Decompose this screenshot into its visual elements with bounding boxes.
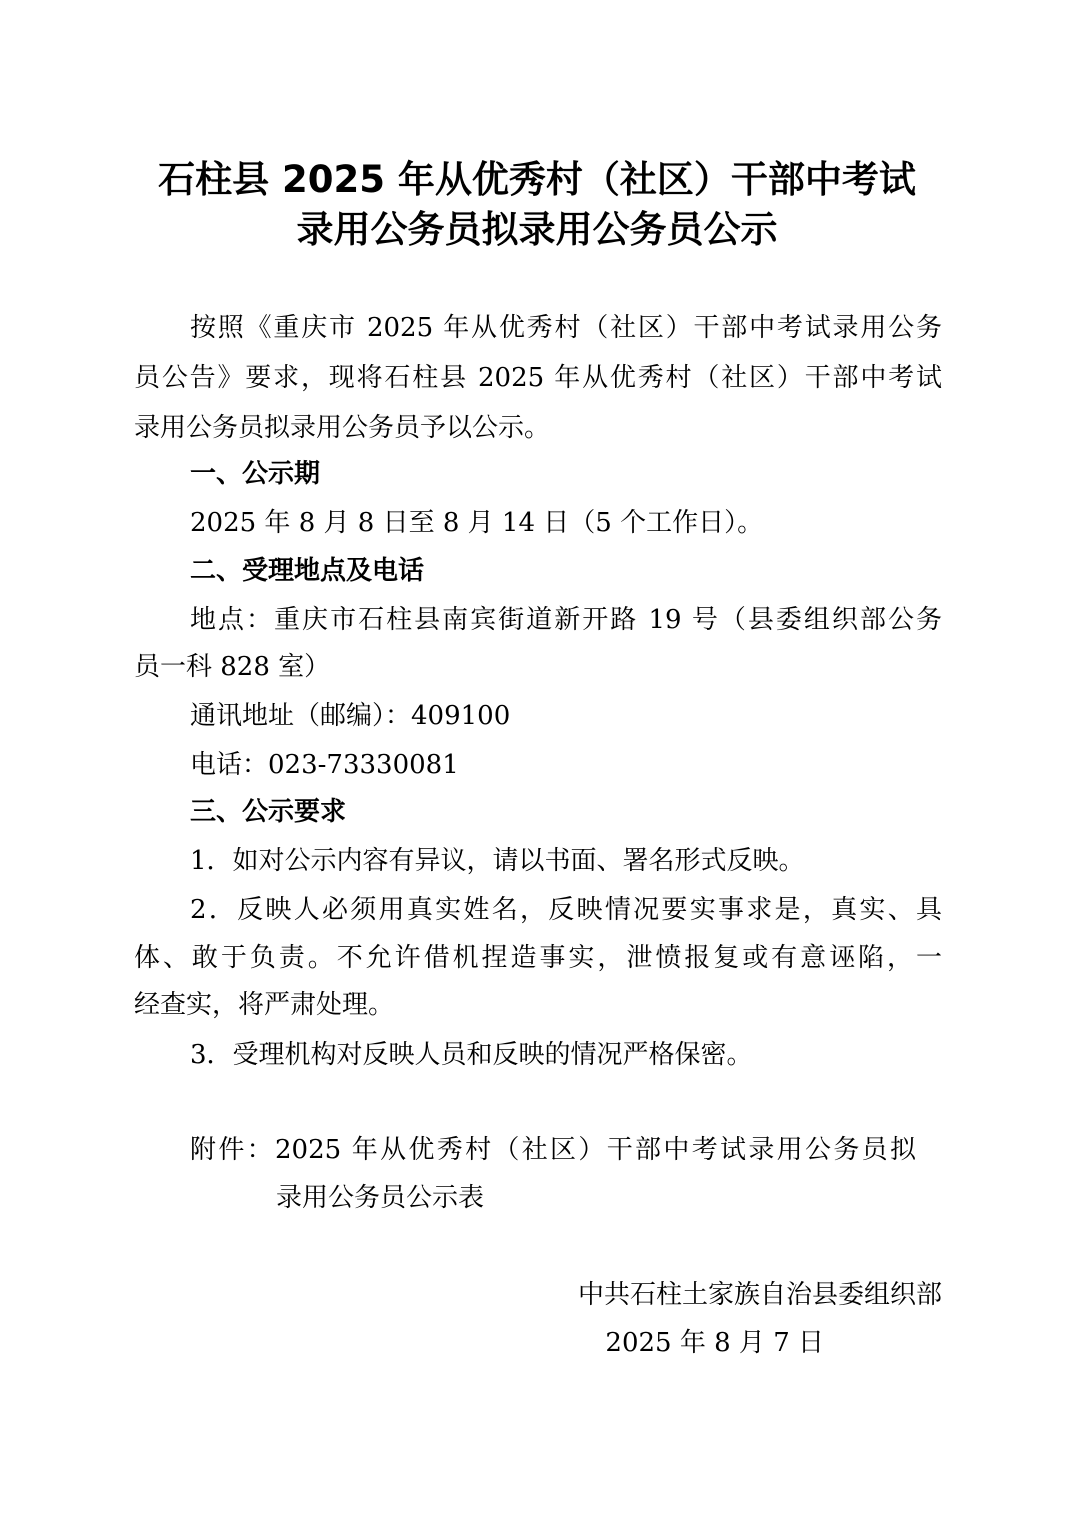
document-title-line1: 石柱县 2025 年从优秀村（社区）干部中考试 bbox=[158, 158, 916, 201]
section3-heading: 三、公示要求 bbox=[190, 797, 347, 827]
section3-item2-line3: 经查实，将严肃处理。 bbox=[134, 990, 395, 1020]
signature-org: 中共石柱土家族自治县委组织部 bbox=[577, 1280, 942, 1310]
section3-item3: 3．受理机构对反映人员和反映的情况严格保密。 bbox=[190, 1040, 753, 1070]
section2-postal: 通讯地址（邮编）：409100 bbox=[190, 701, 511, 731]
section1-heading: 一、公示期 bbox=[190, 459, 321, 489]
section3-item2-line1: 2．反映人必须用真实姓名，反映情况要实事求是，真实、具 bbox=[190, 895, 942, 925]
section3-item1: 1．如对公示内容有异议，请以书面、署名形式反映。 bbox=[190, 846, 805, 876]
section3-item2-line2: 体、敢于负责。不允许借机捏造事实，泄愤报复或有意诬陷，一 bbox=[134, 943, 942, 973]
section2-address-line1: 地点：重庆市石柱县南宾街道新开路 19 号（县委组织部公务 bbox=[190, 605, 942, 635]
signature-date: 2025 年 8 月 7 日 bbox=[605, 1328, 824, 1358]
document-title-line2: 录用公务员拟录用公务员公示 bbox=[296, 208, 778, 251]
intro-line3: 录用公务员拟录用公务员予以公示。 bbox=[134, 413, 551, 443]
section2-heading: 二、受理地点及电话 bbox=[190, 556, 425, 586]
intro-line1: 按照《重庆市 2025 年从优秀村（社区）干部中考试录用公务 bbox=[190, 313, 942, 343]
attachment-line2: 录用公务员公示表 bbox=[276, 1183, 485, 1213]
attachment-line1: 附件：2025 年从优秀村（社区）干部中考试录用公务员拟 bbox=[190, 1135, 916, 1165]
section2-address-line2: 员一科 828 室） bbox=[134, 652, 331, 682]
section2-phone: 电话：023-73330081 bbox=[190, 750, 459, 780]
section1-text: 2025 年 8 月 8 日至 8 月 14 日（5 个工作日）。 bbox=[190, 508, 764, 538]
intro-line2: 员公告》要求，现将石柱县 2025 年从优秀村（社区）干部中考试 bbox=[134, 363, 942, 393]
